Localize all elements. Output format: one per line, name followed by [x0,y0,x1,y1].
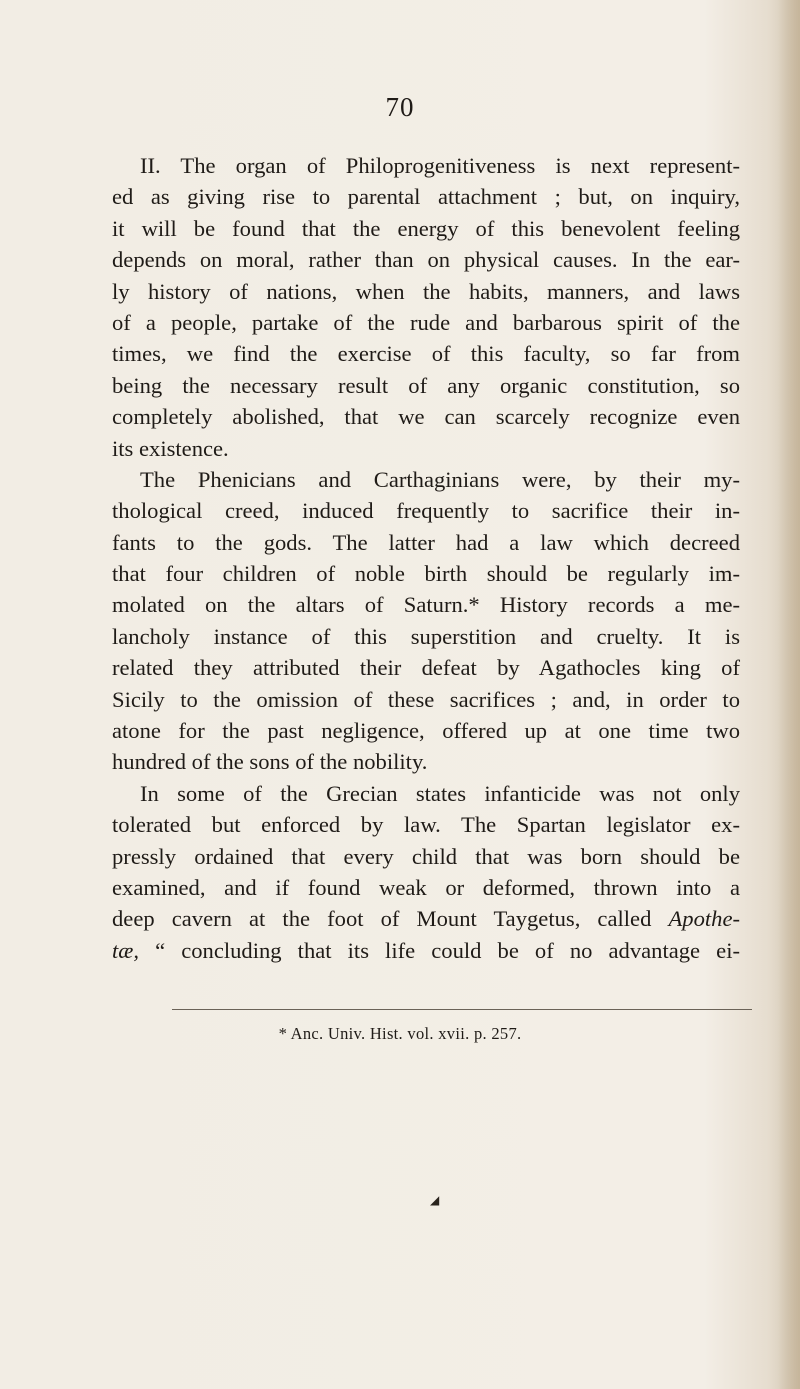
italic-term: Apothe- [668,906,740,932]
text-line: hundred of the sons of the nobility. [112,749,428,775]
text-line: its existence. [112,435,229,461]
footnote-divider [172,1009,752,1010]
text-line: being the necessary result of any organic constitution, so [112,372,740,398]
text-line: II. The organ of Philoprogenitiveness is next represent- [140,153,740,178]
text-line: of a people, partake of the rude and barbarous spirit of the [112,309,740,335]
text-line: The Phenicians and Carthaginians were, by their my- [140,466,740,492]
text-line: it will be found that the energy of this benevolent feeling [112,215,740,241]
text-line: Sicily to the omission of these sacrifices ; and, in order to [112,686,740,712]
text-line: molated on the altars of Saturn.* History records a me- [112,592,740,618]
text-line: that four children of noble birth should be regularly im- [112,561,740,587]
text-line [112,935,740,966]
stray-ink-mark: ◢ [430,1193,440,1207]
text-line [112,903,740,934]
text-line: related they attributed their defeat by Agathocles king of [112,655,740,681]
text-line: lancholy instance of this superstition and cruelty. It is [112,623,740,649]
footnote: * Anc. Univ. Hist. vol. xvii. p. 257. [278,1024,522,1043]
text-line: examined, and if found weak or deformed, thrown into a [112,874,740,900]
italic-term: tæ, [112,937,139,963]
text-line: tolerated but enforced by law. The Spartan legislator ex- [112,812,740,838]
text-line: times, we find the exercise of this faculty, so far from [112,341,740,367]
text-line: In some of the Grecian states infanticide was not only [140,780,740,806]
body-text [112,150,740,966]
text-segment: deep cavern at the foot of Mount Taygetus, called [112,906,652,932]
text-line: thological creed, induced frequently to sacrifice their in- [112,498,740,524]
text-line: completely abolished, that we can scarcely recognize even [112,404,740,430]
text-line: atone for the past negligence, offered up at one time two [112,718,740,744]
text-line: depends on moral, rather than on physical causes. In the ear- [112,247,740,273]
text-segment: “ concluding that its life could be of no advantage ei- [155,937,740,963]
text-line: ly history of nations, when the habits, manners, and laws [112,278,740,304]
text-line: fants to the gods. The latter had a law which decreed [112,529,740,555]
page-edge-shadow [778,0,800,1389]
text-line: pressly ordained that every child that was born should be [112,843,740,869]
page-number: 70 [385,92,415,122]
text-line: ed as giving rise to parental attachment ; but, on inquiry, [112,184,740,210]
